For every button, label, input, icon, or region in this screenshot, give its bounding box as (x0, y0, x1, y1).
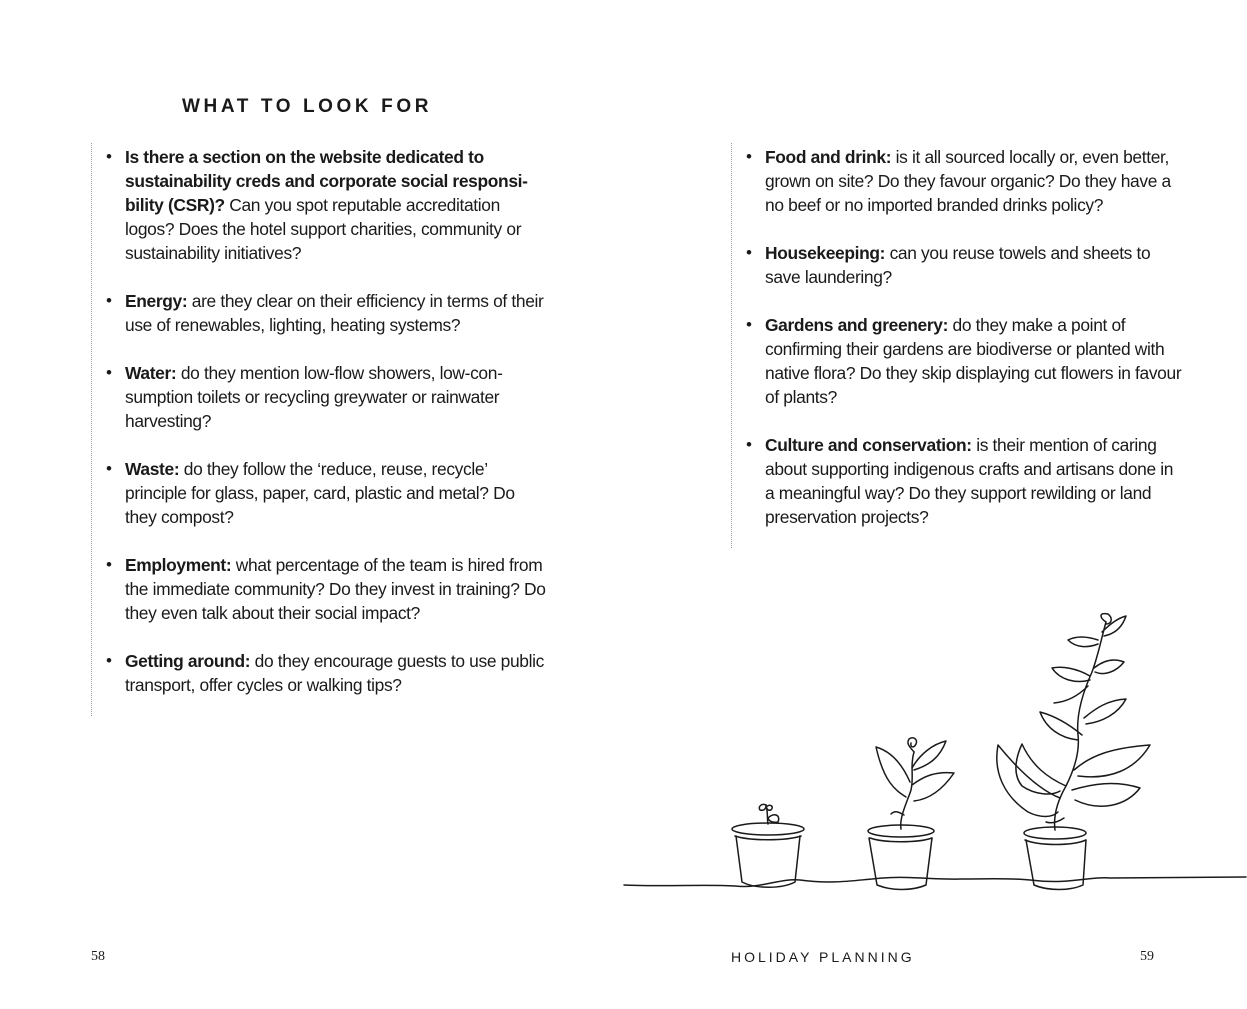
item-title: Food and drink: (765, 147, 892, 167)
list-item (106, 457, 546, 529)
large-pot-plant (997, 614, 1150, 890)
list-item (746, 313, 1186, 409)
item-text: do they encourage guests to use public transport, offer cycles or walking tips? (125, 651, 544, 695)
list-item (746, 241, 1186, 289)
bullet-icon: • (106, 363, 112, 382)
bullet-icon: • (746, 147, 752, 166)
list-item (106, 649, 546, 697)
bullet-icon: • (106, 147, 112, 166)
item-text: do they follow the ‘reduce, reuse, recycle’ principle for glass, paper, card, plastic and metal? Do they compost? (125, 459, 515, 527)
item-title: Culture and conservation: (765, 435, 972, 455)
list-item (106, 145, 546, 265)
list-item (106, 361, 546, 433)
item-title: Waste: (125, 459, 180, 479)
item-text: do they mention low-flow showers, low-con-sumption toilets or recycling greywater or rainwater harvesting? (125, 363, 503, 431)
list-item (106, 289, 546, 337)
small-pot-sprout (732, 804, 804, 887)
section-heading: WHAT TO LOOK FOR (182, 96, 433, 117)
list-item (106, 553, 546, 625)
item-text: can you reuse towels and sheets to save laundering? (765, 243, 1151, 287)
bullet-icon: • (106, 459, 112, 478)
list-item (746, 433, 1186, 529)
item-title: Gardens and greenery: (765, 315, 949, 335)
bullet-icon: • (106, 555, 112, 574)
item-text: are they clear on their efficiency in terms of their use of renewables, lighting, heating systems? (125, 291, 544, 335)
bullet-icon: • (106, 291, 112, 310)
running-head: HOLIDAY PLANNING (731, 949, 915, 965)
potted-plants-line-drawing-icon (620, 600, 1247, 900)
item-title: Water: (125, 363, 177, 383)
left-checklist (91, 143, 546, 716)
item-text: do they make a point of confirming their gardens are biodiverse or planted with native flora? Do they skip displaying cut flowers in favour of plants? (765, 315, 1182, 407)
bullet-icon: • (106, 651, 112, 670)
item-title: Is there a section on the website dedicated to sustainability creds and corporate social responsi-bility (CSR)? (125, 147, 528, 215)
bullet-icon: • (746, 435, 752, 454)
item-title: Energy: (125, 291, 188, 311)
item-text: what percentage of the team is hired from the immediate community? Do they invest in training? Do they even talk about their social impact? (125, 555, 546, 623)
item-text: is it all sourced locally or, even better, grown on site? Do they favour organic? Do they have a no beef or no imported branded drinks policy? (765, 147, 1171, 215)
bullet-icon: • (746, 243, 752, 262)
bullet-icon: • (746, 315, 752, 334)
right-checklist (731, 143, 1186, 548)
page-number-left: 58 (91, 949, 105, 964)
item-text: Can you spot reputable accreditation logos? Does the hotel support charities, community or sustainability initiatives? (125, 195, 522, 263)
page-number-right: 59 (1140, 949, 1154, 964)
ground-line (624, 877, 1246, 887)
item-text: is their mention of caring about supporting indigenous crafts and artisans done in a meaningful way? Do they support rewilding or land preservation projects? (765, 435, 1174, 527)
item-title: Housekeeping: (765, 243, 886, 263)
item-title: Getting around: (125, 651, 251, 671)
list-item (746, 145, 1186, 217)
item-title: Employment: (125, 555, 232, 575)
medium-pot-plant (868, 738, 954, 890)
